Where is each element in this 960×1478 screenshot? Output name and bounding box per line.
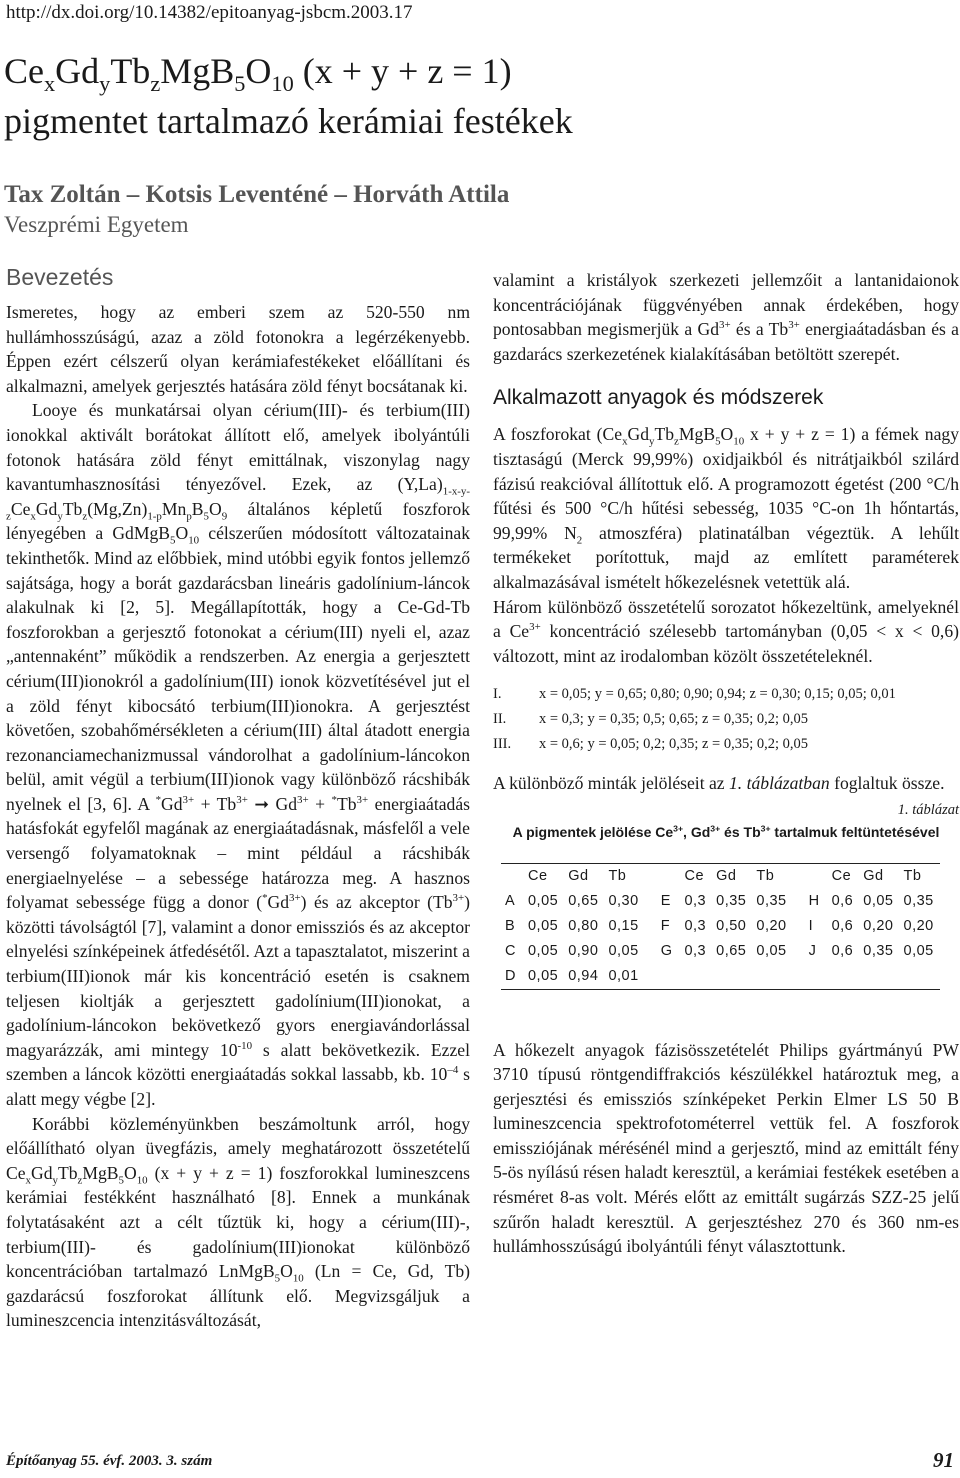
- table-title-text: és Tb: [720, 823, 761, 840]
- arrow-icon: ➞: [254, 793, 270, 814]
- table-cell: 0,35: [903, 892, 934, 909]
- table-cell: 0,05: [527, 917, 559, 934]
- table-title-sup: 3+: [760, 823, 771, 834]
- sample-label: C: [505, 942, 516, 959]
- sample-label: B: [505, 917, 516, 934]
- table-cell: 0,35: [863, 942, 894, 959]
- table-cell: [859, 964, 899, 990]
- sample-label: J: [808, 942, 817, 959]
- t-10: 10: [271, 71, 294, 97]
- sample-label: E: [660, 892, 671, 909]
- table-cell: 0,15: [608, 917, 639, 934]
- section-heading-methods: Alkalmazott anyagok és módszerek: [493, 386, 824, 410]
- p2-sub-p: p: [186, 510, 192, 523]
- paragraph-intro: Ismeretes, hogy az emberi szem az 520-550 nm hullámhosszúságú, azaz a zöld fotonokra a legérzékenyebb. Éppen ezért célszerű olyan kerámiafestékeket előállítani és alkalmazni, amelyek gerjesztés hatására zöld fényt bocsátanak ki.: [6, 302, 470, 396]
- p2-sup-3b: 3+: [236, 794, 248, 807]
- authors: Tax Zoltán – Kotsis Leventéné – Horváth Attila: [4, 181, 510, 208]
- table-header-row: [501, 863, 940, 889]
- p3-text-e: energiaátadásban és a gazdarács szerkezetének kialakításában betöltött szerepét.: [493, 319, 959, 364]
- m1-text-c: atmoszféra) platinatálban végeztük. A lehűlt termékeket porítottuk, majd az említett paraméterek alkalmazásával ismételt hőkezelésnek vetettük alá.: [493, 522, 959, 592]
- table-header-cell: Ce: [828, 863, 860, 889]
- title-line2: pigmentet tartalmazó kerámiai festékek: [4, 101, 573, 141]
- series-list: [493, 682, 959, 757]
- t-5: 5: [234, 71, 246, 97]
- table-header-cell: Gd: [564, 863, 604, 889]
- table-header-cell: Gd: [859, 863, 899, 889]
- p2-sup-3a: 3+: [182, 794, 195, 807]
- table-cell: 0,05: [903, 942, 934, 959]
- table-row: [501, 964, 940, 990]
- table-cell: 0,50: [716, 917, 747, 934]
- table-cell: 0,20: [863, 917, 894, 934]
- t-ce: Ce: [4, 51, 44, 91]
- p2-sub-5: 5: [203, 510, 209, 523]
- table-header-blank: [793, 863, 828, 889]
- m3-text-c: foglaltuk össze.: [829, 773, 945, 794]
- p2-text-c: célszerűen módosított változatainak tekinthetők. Mind az előbbiek, mind utóbbi egyik fontos jellemző sajátsága, hogy a borát gazdarácsban lineáris gadolínium-láncok alakulnak ki [2, 5]. Megállapították, hogy a Ce-Gd-Tb foszforokban a gerjesztő fotonokat a cérium(III) nyeli el, azaz „antennaként” működik a rendszerben. Az energia a gerjesztett cérium(III)ionokról a gadolínium(III) ionok közvetítésével jut el a zöld fényt kibocsátó terbium(III)ionokra. A gerjesztést követően, szobahőmérsékleten a cérium(III) által átadott energia rezonanciamechanizmussal vándorolhat a gadolínium-láncokon belül, amit végül a terbium(III)ionok vagy különböző rácshibák nyelnek el [3, 6]. A: [6, 523, 470, 814]
- table-row: [501, 939, 940, 964]
- table-cell: 0,05: [527, 942, 559, 959]
- p2-sup-star2: *: [331, 794, 337, 807]
- p2-text-e: ) és az akceptor (Tb: [300, 892, 453, 913]
- table-row: [501, 914, 940, 939]
- table-title: [493, 820, 959, 845]
- p3-sub-x: x: [25, 1174, 31, 1187]
- right-column: [493, 268, 959, 1259]
- table-cell: [752, 964, 792, 990]
- series-item: [493, 682, 959, 707]
- section-heading-intro: Bevezetés: [6, 264, 114, 290]
- paragraph-continuation: [493, 268, 959, 366]
- p2-sub-z: z: [82, 510, 88, 523]
- table-cell: 0,65: [568, 892, 599, 909]
- table-header-cell: Ce: [680, 863, 712, 889]
- doi-link[interactable]: http://dx.doi.org/10.14382/epitoanyag-jsbcm.2003.17: [6, 2, 413, 23]
- table-cell: 0,05: [524, 964, 564, 990]
- t-mgb: MgB: [160, 51, 235, 91]
- table-header-blank: [501, 863, 524, 889]
- series-values: x = 0,3; y = 0,35; 0,5; 0,65; z = 0,35; 0,2; 0,05: [539, 711, 809, 728]
- p2-sup-star3: *: [262, 892, 268, 905]
- sample-label: [793, 964, 828, 990]
- sample-label: D: [501, 964, 524, 990]
- article-title: [4, 46, 573, 146]
- paragraph-methods-2: [493, 595, 959, 669]
- table-header-blank: [645, 863, 681, 889]
- table-caption: 1. táblázat: [897, 801, 959, 818]
- table-cell: 0,30: [608, 892, 639, 909]
- sample-label: A: [505, 892, 516, 909]
- table-cell: 0,05: [608, 942, 639, 959]
- p3-sub-10: 10: [136, 1174, 148, 1187]
- p3-text-b: (x + y + z = 1) foszforokkal lumineszcens kerámiai festékként használható [8]. Ennek a munkának folytatásaként azt a célt tűztük ki, hogy a cérium(III)-, terbium(III)- és gadolínium(III)ionokat különböző koncentrációban tartalmazó LnMgB: [6, 1162, 470, 1282]
- p2-text-f: ) közötti távolságtól [7], valamint a donor emissziós és az akceptor elnyelési színképeinek átfedésétől. Azt a tapasztalatot, miszerint a terbium(III)ionok már kis koncentráció esetén is csaknem teljesen kioltják a gerjesztett gadolínium(III)ionokat, a gadolínium-láncokon bekövetkező gyors energiavándorlással magyarázzák, ami mintegy 10: [6, 892, 470, 1060]
- table-row: [501, 889, 940, 914]
- p3-text-d: és a Tb: [730, 319, 789, 340]
- p2-sup-3f: 3+: [452, 892, 465, 905]
- table-cell: 0,05: [863, 892, 894, 909]
- title-formula: [4, 51, 512, 97]
- p2-sup-star: *: [155, 794, 162, 807]
- p2-text-b: általános képletű foszforok lényegében a GdMgB: [6, 498, 470, 544]
- sample-label: [645, 964, 681, 990]
- sample-label: F: [660, 917, 671, 934]
- table-cell: 0,3: [684, 942, 707, 959]
- m1-sub-5: 5: [715, 435, 721, 448]
- t-tb: Tb: [110, 51, 151, 91]
- t-o: O: [245, 51, 272, 91]
- left-column: [6, 262, 470, 1333]
- table-cell: 0,94: [564, 964, 604, 990]
- samples-table: [501, 863, 940, 990]
- p2-sub1: 1-x-y-z: [6, 485, 470, 523]
- series-number: I.: [493, 686, 502, 703]
- m3-text-italic: 1. táblázatban: [729, 773, 830, 794]
- p2-sub-y: y: [57, 510, 63, 523]
- table-cell: 0,05: [527, 892, 559, 909]
- page-number: 91: [933, 1448, 954, 1472]
- p2-sup-m4: –4: [447, 1064, 459, 1077]
- table-cell: 0,35: [756, 892, 787, 909]
- table-cell: 0,05: [756, 942, 787, 959]
- m1-sub-z: z: [674, 435, 679, 448]
- m1-sub-x: x: [622, 435, 628, 448]
- table-cell: 0,20: [903, 917, 934, 934]
- table-title-text: tartalmuk feltüntetésével: [770, 823, 940, 840]
- table-cell: 0,3: [684, 892, 707, 909]
- p2-sub-5b: 5: [170, 534, 176, 547]
- m1-sub-10: 10: [733, 435, 745, 448]
- table-cell: 0,35: [716, 892, 747, 909]
- m1-sub-y: y: [649, 435, 655, 448]
- series-values: x = 0,6; y = 0,05; 0,2; 0,35; z = 0,35; 0,2; 0,05: [539, 736, 809, 753]
- table-cell: 0,01: [604, 964, 644, 990]
- sample-label: G: [660, 942, 673, 959]
- table-title-sup: 3+: [710, 823, 721, 834]
- table-header-cell: Tb: [604, 863, 644, 889]
- p3-text-cont: [493, 270, 959, 364]
- p2-sup-3d: 3+: [356, 794, 369, 807]
- sample-label: I: [808, 917, 814, 934]
- p2-sub-9: 9: [221, 510, 228, 523]
- table-cell: [900, 964, 940, 990]
- p2-text-d: energiaátadás hatásfokát egyfelől magának az energiaátadásnak, másfelől a vele versengő folyamatoknak – mint például a rácshibák energiaelnyelése – a sebessége határozza meg. A hasznos folyamat sebessége függ a donor (: [6, 793, 470, 913]
- table-title-text: , Gd: [683, 823, 711, 840]
- m3-text-a: A különböző minták jelöléseit az: [493, 773, 729, 794]
- sample-label: H: [808, 892, 820, 909]
- series-number: II.: [493, 711, 507, 728]
- table-cell: [828, 964, 860, 990]
- p3-sup-gd: 3+: [719, 319, 731, 332]
- p3-sub-10b: 10: [292, 1272, 304, 1285]
- t-gd: Gd: [55, 51, 100, 91]
- table-header-cell: Tb: [752, 863, 792, 889]
- p2-sub-10: 10: [188, 534, 200, 547]
- p3-cont-a: valamint a kristályok szerkezeti jellemzőit a lantanidaionok koncentrációjának függvényében annak érdekében, hogy pontosabban megismerjük a Gd: [493, 270, 959, 340]
- affiliation: Veszprémi Egyetem: [4, 212, 189, 237]
- p2-text-h: s alatt megy végbe [2].: [6, 1064, 471, 1109]
- paragraph-methods-3: [493, 771, 959, 796]
- series-number: III.: [493, 736, 512, 753]
- p3-text-c: (Ln = Ce, Gd, Tb) gazdarácsú foszforokat állítunk elő. Megvizsgáljuk a lumineszcencia intenzitásváltozását,: [6, 1261, 471, 1331]
- table-cell: 0,80: [568, 917, 599, 934]
- table-title-sup: 3+: [673, 823, 684, 834]
- table-title-text: A pigmentek jelölése Ce: [512, 823, 674, 840]
- table-cell: 0,6: [831, 917, 854, 934]
- m2-text-b: koncentráció szélesebb tartományban (0,05 < x < 0,6) változott, mint az irodalomban közölt összetételeknél.: [493, 621, 959, 666]
- p2-text-g: s alatt bekövetkezik. Ezzel szemben a láncok közötti energiaátadás sokkal lassabb, kb. 10: [6, 1039, 470, 1085]
- paragraph-methods-4: A hőkezelt anyagok fázisösszetételét Philips gyártmányú PW 3710 típusú röntgendiffrakciós készülékkel határoztuk meg, a gerjesztési és emissziós színképeket Perkin Elmer LS 50 B lumineszcencia spektrofotométerrel vettük fel. A foszforok emissziójának mérésénél mind a gerjesztő, mind az emittált fény 5-ös nyílású résen haladt keresztül, a kerámiai festékek esetében a résméret 8-as volt. Mérés előtt az emittált sugárzás SZZ-25 jelű szűrőn haladt keresztül. A gerjesztéshez 270 és 360 nm-es hullámhosszúságú ibolyántúli fényt választottunk.: [493, 1039, 959, 1257]
- t-x: x: [44, 71, 56, 97]
- p3-sub-5: 5: [118, 1174, 124, 1187]
- table-header-cell: Tb: [900, 863, 940, 889]
- p3-sub-5b: 5: [274, 1272, 281, 1285]
- m1-text-a: A foszforokat (Ce: [493, 424, 623, 445]
- table-cell: 0,3: [684, 917, 707, 934]
- p3-sub-z: z: [77, 1174, 83, 1187]
- t-y: y: [99, 71, 111, 97]
- p2-sub-x: x: [30, 510, 36, 523]
- table-cell: 0,90: [568, 942, 599, 959]
- table-header-cell: Gd: [712, 863, 752, 889]
- paragraph-previous-work: Korábbi közleményünkben beszámoltunk arról, hogy előállítható olyan üvegfázis, amely meghatározott összetételű $Ce_xGd_yTb_zMgB_5O_{10}$ (x + y + z = 1) foszforokkal lumineszcens kerámiai festékként használható [8]. Ennek a munkának folytatásaként azt a célt tűztük ki, hogy a cérium(III)-, terbium(III)- és gadolínium(III)ionokat különböző koncentrációban tartalmazó $LnMgB_5O_{10}$ (Ln = Ce, Gd, Tb) gazdarácsú foszforokat állítunk elő. Megvizsgáljuk a lumineszcencia intenzitásváltozását,: [6, 1113, 471, 1331]
- p3-text-a: Korábbi közleményünkben beszámoltunk arról, hogy előállítható olyan üvegfázis, amely meghatározott összetételű Ce: [6, 1113, 470, 1183]
- table-cell: [712, 964, 752, 990]
- m2-sup: 3+: [529, 621, 541, 634]
- table-cell: 0,6: [831, 892, 854, 909]
- paragraph-looye: Looye és munkatársai olyan cérium(III)- és terbium(III) ionokkal aktivált borátokat állított elő, amelyek ibolyántúli fotonok hatására zöld fényt emittálnak, viszonylag nagy kavantumhasznosítási tényezővel. Ezek, az $(Y,La)_{1-x-y-z}Ce_xGd_yTb_z(Mg,Zn)_{1-p}Mn_pB_5O_9$ általános képletű foszforok lényegében a $GdMgB_5O_{10}$ célszerűen módosított változatainak tekinthetők. Mind az előbbiek, mind utóbbi egyik fontos jellemző sajátsága, hogy a borát gazdarácsban lineáris gadolínium-láncok alakulnak ki [2, 5]. Megállapították, hogy a Ce-Gd-Tb foszforokban a gerjesztő fotonokat a cérium(III) nyeli el, azaz „antennaként” működik a rendszerben. Az energia a gerjesztett cérium(III)ionokról a gadolínium(III) ionok közvetítésével jut el a zöld fényt kibocsátó terbium(III)ionokra. A gerjesztést követően, szobahőmérsékleten a cérium(III) által átadott energia rezonanciamechanizmussal vándorolhat a gadolínium-láncokon belül, amit végül a terbium(III)ionok vagy különböző rácshibák nyelnek el [3, 6]. A $^*Gd^{3+} + Tb^{3+}$ ➞ $Gd^{3+} + ^*Tb^{3+}$ energiaátadás hatásfokát egyfelől magának az energiaátadásnak, másfelől a vele versengő folyamatoknak – mint például a rácshibák energiaelnyelése – a sebessége határozza meg. A hasznos folyamat sebessége függ a donor $(^*Gd^{3+})$ és az akceptor $(Tb^{3+})$ közötti távolságtól [7], valamint a donor emissziós és az akceptor elnyelési színképeinek átfedésétől. Azt a tapasztalatot, miszerint a terbium(III)ionok már kis koncentráció esetén is csaknem teljesen kioltják a gerjesztett gadolínium(III)ionokat, a gadolínium-láncokon bekövetkező gyors energiavándorlással magyarázzák, ami mintegy $10^{-10}$ s alatt bekövetkezik. Ezzel szemben a láncok közötti energiaátadás sokkal lassabb, kb. $10^{-4}$ s alatt megy végbe [2].: [6, 400, 471, 1109]
- paragraph-methods-1: A foszforokat ($Ce_xGd_yTb_zMgB_5O_{10}$ x + y + z = 1) a fémek nagy tisztaságú (Merck 99,99%) oxidjaikból és nitrátjaikból szilárd fázisú reakcióval állítottuk elő. A programozott égetést (200 °C/h fűtési és 500 °C/h hűtési sebesség, 1035 °C-on 1h hőntartás, 99,99% $N_2$ atmoszféra) platinatálban végeztük. A lehűlt termékeket porítottuk, majd az említett paraméterek alkalmazásával ismételt hőkezelésnek vetettük alá.: [493, 424, 959, 592]
- m1-text-b: x + y + z = 1) a fémek nagy tisztaságú (Merck 99,99%) oxidjaikból és nitrátjaikból szilárd fázisú reakcióval állítottuk elő. A programozott égetést (200 °C/h fűtési és 500 °C/h hűtési sebesség, 1035 °C-on 1h hőntartás, 99,99% N: [493, 424, 959, 543]
- p2-sup-3c: 3+: [297, 794, 309, 807]
- m1-sub-2: 2: [576, 534, 583, 547]
- series-values: x = 0,05; y = 0,65; 0,80; 0,90; 0,94; z = 0,30; 0,15; 0,05; 0,01: [539, 686, 896, 703]
- table-cell: [680, 964, 712, 990]
- t-z: z: [150, 71, 161, 97]
- table-cell: 0,65: [716, 942, 747, 959]
- table-header-cell: Ce: [524, 863, 564, 889]
- p2-text: Looye és munkatársai olyan cérium(III)- és terbium(III) ionokkal aktivált borátokat állított elő, amelyek ibolyántúli fotonok hatására zöld fényt emittálnak, viszonylag nagy kavantumhasznosítási tényezővel. Ezek, az (Y,La): [6, 400, 470, 495]
- p2-sub-1p: 1-p: [147, 510, 162, 523]
- footer-journal: Építőanyag 55. évf. 2003. 3. szám: [6, 1453, 213, 1469]
- p2-sup-m10: -10: [237, 1039, 253, 1052]
- series-item: [493, 732, 959, 757]
- series-item: [493, 707, 959, 732]
- table-cell: 0,6: [831, 942, 854, 959]
- t-cond: (x + y + z = 1): [293, 51, 512, 91]
- p2-sup-3e: 3+: [289, 892, 301, 905]
- p3-sub-y: y: [52, 1174, 58, 1187]
- m2-text-a: Három különböző összetételű sorozatot hőkezeltünk, amelyeknél a Ce: [493, 596, 959, 642]
- table-cell: 0,20: [756, 917, 787, 934]
- p3-sup-tb: 3+: [788, 319, 800, 332]
